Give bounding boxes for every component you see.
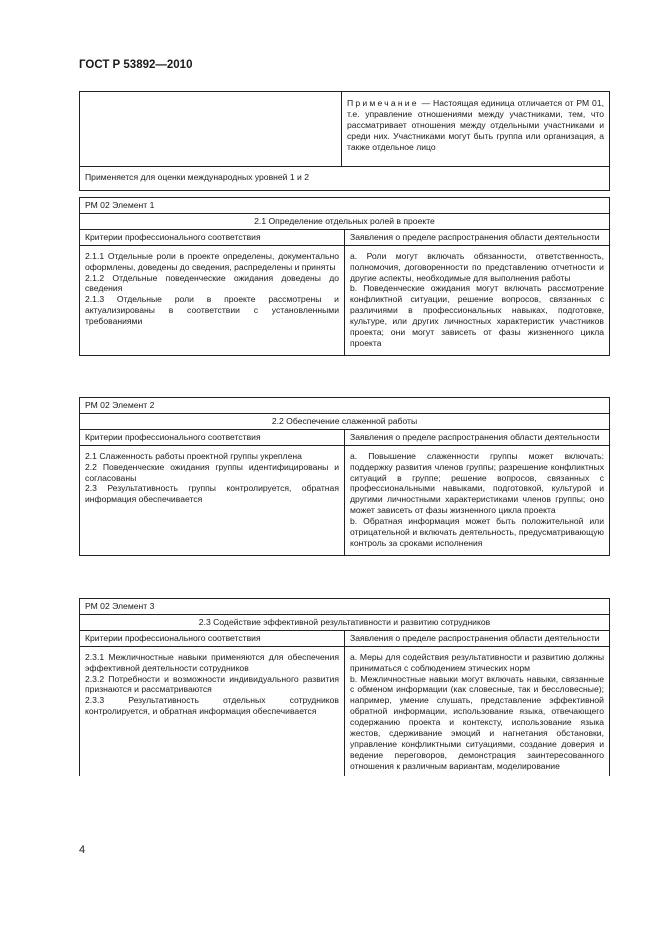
statement: a. Повышение слаженности группы может включать: поддержку развития членов группы; разрешение конфликтных ситуаций в группе; решение вопросов, связанных с профессиональными навыками, подготовкой, культурой и другими личностными характеристиками членов группы; оно может зависеть от фазы жизненного цикла проекта	[350, 450, 604, 516]
statements-cell	[345, 646, 610, 775]
empty-cell	[80, 92, 342, 167]
criterion: 2.1.3 Отдельные роли в проекте рассмотрены и актуализированы в соответствии с установленными требованиями	[85, 294, 339, 327]
element-table-3	[79, 598, 610, 776]
criteria-header: Критерии профессионального соответствия	[80, 229, 345, 245]
statements-header: Заявления о пределе распространения области деятельности	[345, 229, 610, 245]
criterion: 2.3 Результативность группы контролируется, обратная информация обеспечивается	[85, 483, 339, 505]
element-subtitle: 2.3 Содействие эффективной результативности и развитию сотрудников	[80, 614, 610, 630]
criterion: 2.2 Поведенческие ожидания группы идентифицированы и согласованы	[85, 461, 339, 483]
statement: a. Меры для содействия результативности и развитию должны приниматься с соблюдением этических норм	[350, 651, 604, 673]
element-label: РМ 02 Элемент 3	[80, 599, 610, 615]
criteria-header: Критерии профессионального соответствия	[80, 630, 345, 646]
element-label: РМ 02 Элемент 1	[80, 198, 610, 214]
statement: b. Поведенческие ожидания могут включать рассмотрение конфликтной ситуации, решение вопросов, связанных с различиями в профессиональных навыках, подготовке, культуре, или других личностных характеристик участников проекта; они могут зависеть от фазы жизненного цикла проекта	[350, 283, 604, 348]
applies-row: Применяется для оценки международных уровней 1 и 2	[80, 167, 610, 191]
criterion: 2.1 Слаженность работы проектной группы укреплена	[85, 450, 302, 461]
note-text: — Настоящая единица отличается от РМ 01, т.е. управление отношениями между участниками, тем, что рассматривает отношения между отдельными участниками и среди них. Участниками могут быть группа или организация, а также отдельное лицо	[347, 98, 604, 152]
criteria-cell	[80, 245, 345, 355]
document-header: ГОСТ Р 53892—2010	[79, 59, 193, 71]
note-cell	[342, 92, 610, 167]
element-label: РМ 02 Элемент 2	[80, 398, 610, 414]
continuation-table	[79, 91, 610, 191]
statements-header: Заявления о пределе распространения области деятельности	[345, 429, 610, 445]
element-table-1	[79, 197, 610, 356]
criterion: 2.3.1 Межличностные навыки применяются для обеспечения эффективной деятельности сотрудников	[85, 651, 339, 673]
statement: b. Межличностные навыки могут включать навыки, связанные с обменом информации (как словесные, так и бессловесные); например, умение слушать, представление эффективной обратной информации, использование языка, отвечающего содержанию проекта и контексту, использование языка жестов, сдерживание эмоций и нагнетания обстановки, управление конфликтными ситуациями, создание доверия и ведение переговоров, демонстрация заинтересованного отношения к различным вариантам, моделирование	[350, 673, 604, 771]
element-subtitle: 2.2 Обеспечение слаженной работы	[80, 413, 610, 429]
criterion: 2.3.3 Результативность отдельных сотрудников контролируется, и обратная информация обеспечивается	[85, 695, 339, 717]
criterion: 2.1.1 Отдельные роли в проекте определены, документально оформлены, доведены до сведения, распределены и приняты	[85, 250, 339, 272]
statement: a. Роли могут включать обязанности, ответственность, полномочия, договоренности по представлению отчетности и другие аспекты, необходимые для выполнения работы	[350, 250, 604, 283]
criterion: 2.1.2 Отдельные поведенческие ожидания доведены до сведения	[85, 272, 339, 294]
criteria-cell	[80, 445, 345, 555]
statements-header: Заявления о пределе распространения области деятельности	[345, 630, 610, 646]
criterion: 2.3.2 Потребности и возможности индивидуального развития признаются и рассматриваются	[85, 673, 339, 695]
element-table-2	[79, 397, 610, 556]
element-subtitle: 2.1 Определение отдельных ролей в проекте	[80, 213, 610, 229]
statements-cell	[345, 245, 610, 355]
statement: b. Обратная информация может быть положительной или отрицательной и включать деятельность, предусматривающую контроль за сроками исполнения	[350, 516, 604, 548]
criteria-header: Критерии профессионального соответствия	[80, 429, 345, 445]
note-label: Примечание	[347, 98, 419, 108]
page-number: 4	[79, 844, 86, 856]
criteria-cell	[80, 646, 345, 775]
statements-cell	[345, 445, 610, 555]
